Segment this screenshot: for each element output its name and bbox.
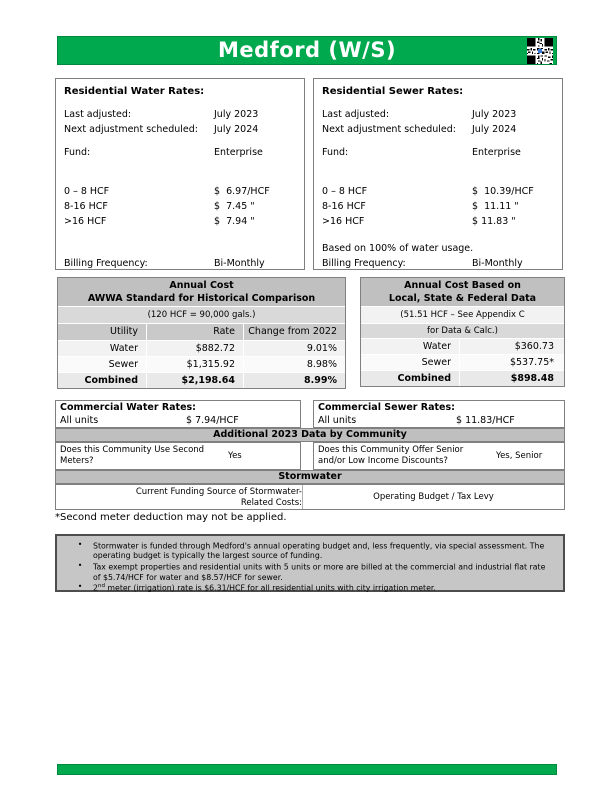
second-meters-box	[55, 442, 301, 470]
commercial-water-row	[56, 415, 300, 428]
note-tax-exempt	[67, 561, 553, 582]
utility-cell: Water	[58, 341, 146, 356]
table-row-sewer	[58, 357, 345, 372]
bullet-icon: •	[77, 561, 83, 571]
sewer-next-adjustment-row	[322, 122, 554, 137]
billing-frequency-label: Billing Frequency:	[64, 258, 148, 269]
tier1-rate: $ 10.39/HCF	[472, 186, 534, 197]
col-header-rate: Rate	[147, 324, 243, 340]
discounts-answer: Yes, Senior	[496, 451, 543, 461]
all-units-rate: $ 7.94/HCF	[186, 415, 239, 426]
sewer-tier3-row	[322, 214, 554, 229]
water-next-adjustment-row	[64, 122, 296, 137]
change-cell: 8.98%	[244, 357, 345, 372]
all-units-label: All units	[318, 415, 357, 426]
note-text: Tax exempt properties and residential units with 5 units or more are billed at the commercial and industrial flat rate of $5.74/HCF for water and $8.57/HCF for sewer.	[93, 562, 546, 582]
all-units-label: All units	[60, 415, 99, 426]
funding-source-value: Operating Budget / Tax Levy	[373, 492, 494, 502]
local-subtitle-line1: (51.51 HCF – See Appendix C	[361, 307, 564, 323]
sewer-usage-note: Based on 100% of water usage.	[322, 243, 474, 254]
billing-frequency-label: Billing Frequency:	[322, 258, 406, 269]
fund-label: Fund:	[322, 147, 349, 158]
qr-code-icon	[527, 38, 553, 64]
tier2-rate: $ 7.45 "	[214, 201, 255, 212]
table-row-combined	[361, 371, 564, 386]
bullet-icon: •	[77, 582, 83, 592]
last-adjusted-value: July 2023	[214, 109, 259, 120]
stormwater-band: Stormwater	[55, 470, 565, 484]
note-second-meter-rate: • 2nd meter (irrigation) rate is $6.31/HCF for all residential units with city irrigation meter.	[67, 582, 553, 593]
notes-box	[55, 534, 565, 592]
water-fund-row	[64, 145, 296, 160]
utility-cell: Sewer	[58, 357, 146, 372]
awwa-annual-cost-table	[57, 277, 346, 389]
next-adjustment-label: Next adjustment scheduled:	[64, 124, 199, 135]
sewer-billing-row	[322, 256, 554, 271]
commercial-sewer-title: Commercial Sewer Rates:	[318, 402, 455, 413]
last-adjusted-label: Last adjusted:	[322, 109, 390, 120]
note-text: meter (irrigation) rate is $6.31/HCF for all residential units with city irrigation meter.	[104, 583, 436, 593]
rate-cell: $1,315.92	[147, 357, 243, 372]
residential-water-rates-box	[55, 78, 305, 270]
change-cell: 9.01%	[244, 341, 345, 356]
second-meter-footnote: *Second meter deduction may not be applied.	[55, 512, 287, 523]
value-cell: $537.75*	[460, 355, 564, 370]
awwa-subtitle: (120 HCF = 90,000 gals.)	[58, 307, 345, 323]
col-header-change: Change from 2022	[244, 324, 345, 340]
tier2-label: 8-16 HCF	[322, 201, 366, 212]
header-bar	[57, 36, 557, 65]
value-cell: $360.73	[460, 339, 564, 354]
second-meters-answer: Yes	[228, 451, 242, 461]
utility-cell: Combined	[361, 371, 459, 386]
water-last-adjusted-row	[64, 107, 296, 122]
awwa-title-line1: Annual Cost	[169, 280, 234, 291]
water-tier1-row	[64, 184, 296, 199]
all-units-rate: $ 11.83/HCF	[456, 415, 515, 426]
sewer-tier1-row	[322, 184, 554, 199]
next-adjustment-label: Next adjustment scheduled:	[322, 124, 457, 135]
second-meters-question: Does this Community Use Second Meters?	[60, 445, 205, 466]
tier2-label: 8-16 HCF	[64, 201, 108, 212]
billing-frequency-value: Bi-Monthly	[472, 258, 523, 269]
note-text: Stormwater is funded through Medford's annual operating budget and, less frequently, via special assessment. The operating budget is typically the largest source of funding.	[93, 541, 545, 561]
commercial-water-title: Commercial Water Rates:	[60, 402, 196, 413]
commercial-water-rates-box	[55, 400, 301, 428]
footer-bar	[57, 764, 557, 775]
sewer-tier2-row	[322, 199, 554, 214]
additional-data-band: Additional 2023 Data by Community	[55, 428, 565, 442]
tier1-rate: $ 6.97/HCF	[214, 186, 270, 197]
last-adjusted-value: July 2023	[472, 109, 517, 120]
fund-label: Fund:	[64, 147, 91, 158]
sewer-last-adjusted-row	[322, 107, 554, 122]
table-row-combined	[58, 373, 345, 388]
commercial-sewer-row	[314, 415, 564, 428]
value-cell: $898.48	[460, 371, 564, 386]
tier2-rate: $ 11.11 "	[472, 201, 519, 212]
local-title-line1: Annual Cost Based on	[404, 280, 521, 291]
tier3-label: >16 HCF	[322, 216, 365, 227]
utility-cell: Water	[361, 339, 459, 354]
fund-value: Enterprise	[214, 147, 263, 158]
bullet-icon: •	[77, 540, 83, 549]
utility-cell: Combined	[58, 373, 146, 388]
tier3-rate: $ 11.83 "	[472, 216, 516, 227]
billing-frequency-value: Bi-Monthly	[214, 258, 265, 269]
local-title-line2: Local, State & Federal Data	[388, 293, 537, 304]
tier3-rate: $ 7.94 "	[214, 216, 255, 227]
next-adjustment-value: July 2024	[214, 124, 259, 135]
residential-sewer-rates-box	[313, 78, 563, 270]
awwa-title-line2: AWWA Standard for Historical Comparison	[87, 293, 316, 304]
local-table-title	[361, 278, 564, 306]
discounts-box	[313, 442, 565, 470]
note-stormwater-funding	[67, 540, 553, 561]
next-adjustment-value: July 2024	[472, 124, 517, 135]
col-header-utility: Utility	[58, 324, 146, 340]
residential-water-title: Residential Water Rates:	[64, 86, 205, 97]
water-billing-row	[64, 256, 296, 271]
residential-sewer-title: Residential Sewer Rates:	[322, 86, 464, 97]
tier1-label: 0 – 8 HCF	[64, 186, 110, 197]
water-tier2-row	[64, 199, 296, 214]
table-row-water	[58, 341, 345, 356]
discounts-question: Does this Community Offer Senior and/or Low Income Discounts?	[318, 445, 464, 466]
water-tier3-row	[64, 214, 296, 229]
awwa-table-title	[58, 278, 345, 306]
awwa-header-row	[58, 324, 345, 340]
tier1-label: 0 – 8 HCF	[322, 186, 368, 197]
table-row-water	[361, 339, 564, 354]
tier3-label: >16 HCF	[64, 216, 107, 227]
funding-source-label: Current Funding Source of Stormwater-Related Costs:	[135, 487, 302, 508]
fund-value: Enterprise	[472, 147, 521, 158]
rate-cell: $2,198.64	[147, 373, 243, 388]
table-row-sewer	[361, 355, 564, 370]
sewer-fund-row	[322, 145, 554, 160]
change-cell: 8.99%	[244, 373, 345, 388]
stormwater-funding-row	[55, 484, 565, 510]
page-title: Medford (W/S)	[217, 38, 397, 62]
commercial-sewer-rates-box	[313, 400, 565, 428]
local-subtitle-line2: for Data & Calc.)	[361, 324, 564, 338]
local-annual-cost-table	[360, 277, 565, 387]
rate-cell: $882.72	[147, 341, 243, 356]
utility-cell: Sewer	[361, 355, 459, 370]
last-adjusted-label: Last adjusted:	[64, 109, 132, 120]
